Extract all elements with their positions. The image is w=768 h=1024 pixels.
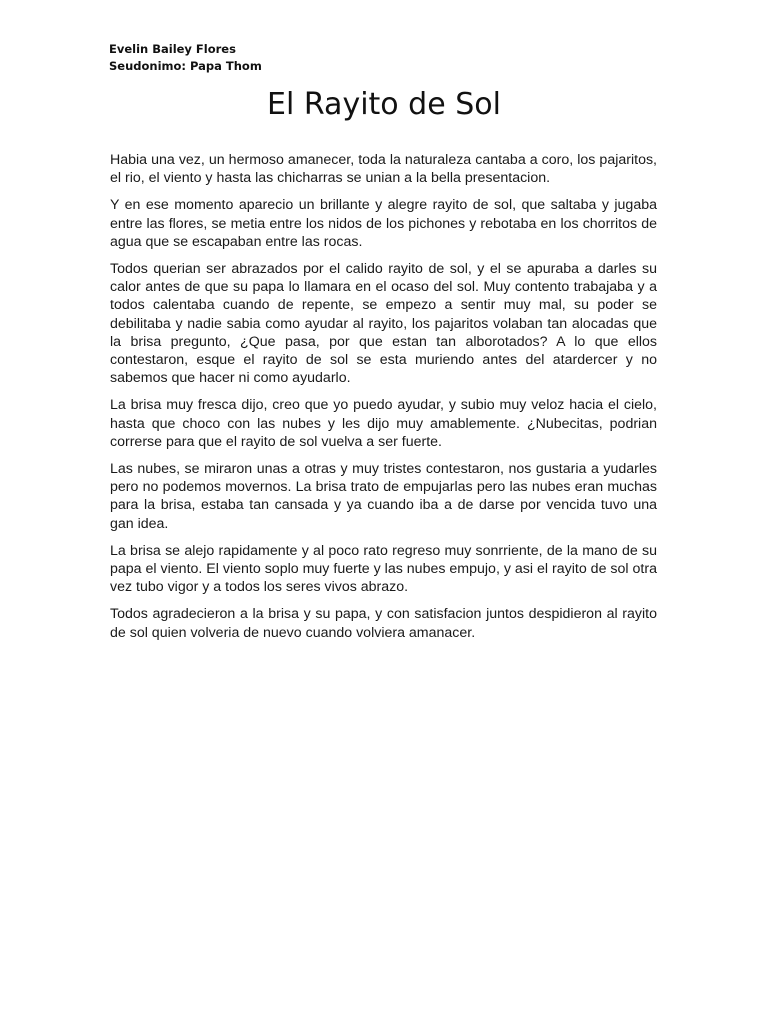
paragraph-7: Todos agradecieron a la brisa y su papa, y con satisfacion juntos despidieron al rayito de sol quien volveria de nuevo cuando volviera amanacer. [110,606,657,641]
paragraph-5: Las nubes, se miraron unas a otras y muy tristes contestaron, nos gustaria a yudarles pero no podemos movernos. La brisa trato de empujarlas pero las nubes eran muchas para la brisa, estaba tan cansada y ya cuando iba a de darse por vencida tuvo una gan idea. [110,461,657,532]
paragraph-1: Habia una vez, un hermoso amanecer, toda la naturaleza cantaba a coro, los pajaritos, el rio, el viento y hasta las chicharras se unian a la bella presentacion. [110,152,657,187]
document-title: El Rayito de Sol [267,87,501,122]
paragraph-6: La brisa se alejo rapidamente y al poco rato regreso muy sonrriente, de la mano de su papa el viento. El viento soplo muy fuerte y las nubes empujo, y asi el rayito de sol otra vez tubo vigor y a todos los seres vivos abrazo. [110,542,657,596]
author-name: Evelin Bailey Flores [109,42,236,56]
paragraph-4: La brisa muy fresca dijo, creo que yo puedo ayudar, y subio muy veloz hacia el cielo, hasta que choco con las nubes y les dijo muy amablemente. ¿Nubecitas, podrian correrse para que el rayito de sol vuelva a ser fuerte. [110,397,657,450]
paragraph-3: Todos querian ser abrazados por el calido rayito de sol, y el se apuraba a darles su calor antes de que su papa lo llamara en el ocaso del sol. Muy contento trabajaba y a todos calentaba cuando de repente, se empezo a sentir muy mal, su poder se debilitaba y nadie sabia como ayudar al rayito, los pajaritos volaban tan alocadas que la brisa pregunto, ¿Que pasa, por que estan tan alborotados? A lo que ellos contestaron, esque el rayito de sol se esta muriendo antes del atardercer y no sabemos que hacer ni como ayudarlo. [110,261,657,387]
paragraph-2: Y en ese momento aparecio un brillante y alegre rayito de sol, que saltaba y jugaba entre las flores, se metia entre los nidos de los pichones y rebotaba en los chorritos de agua que se escapaban entre las rocas. [110,197,657,250]
story-body [110,151,657,651]
pseudonym: Seudonimo: Papa Thom [109,59,262,73]
author-block [109,41,262,75]
